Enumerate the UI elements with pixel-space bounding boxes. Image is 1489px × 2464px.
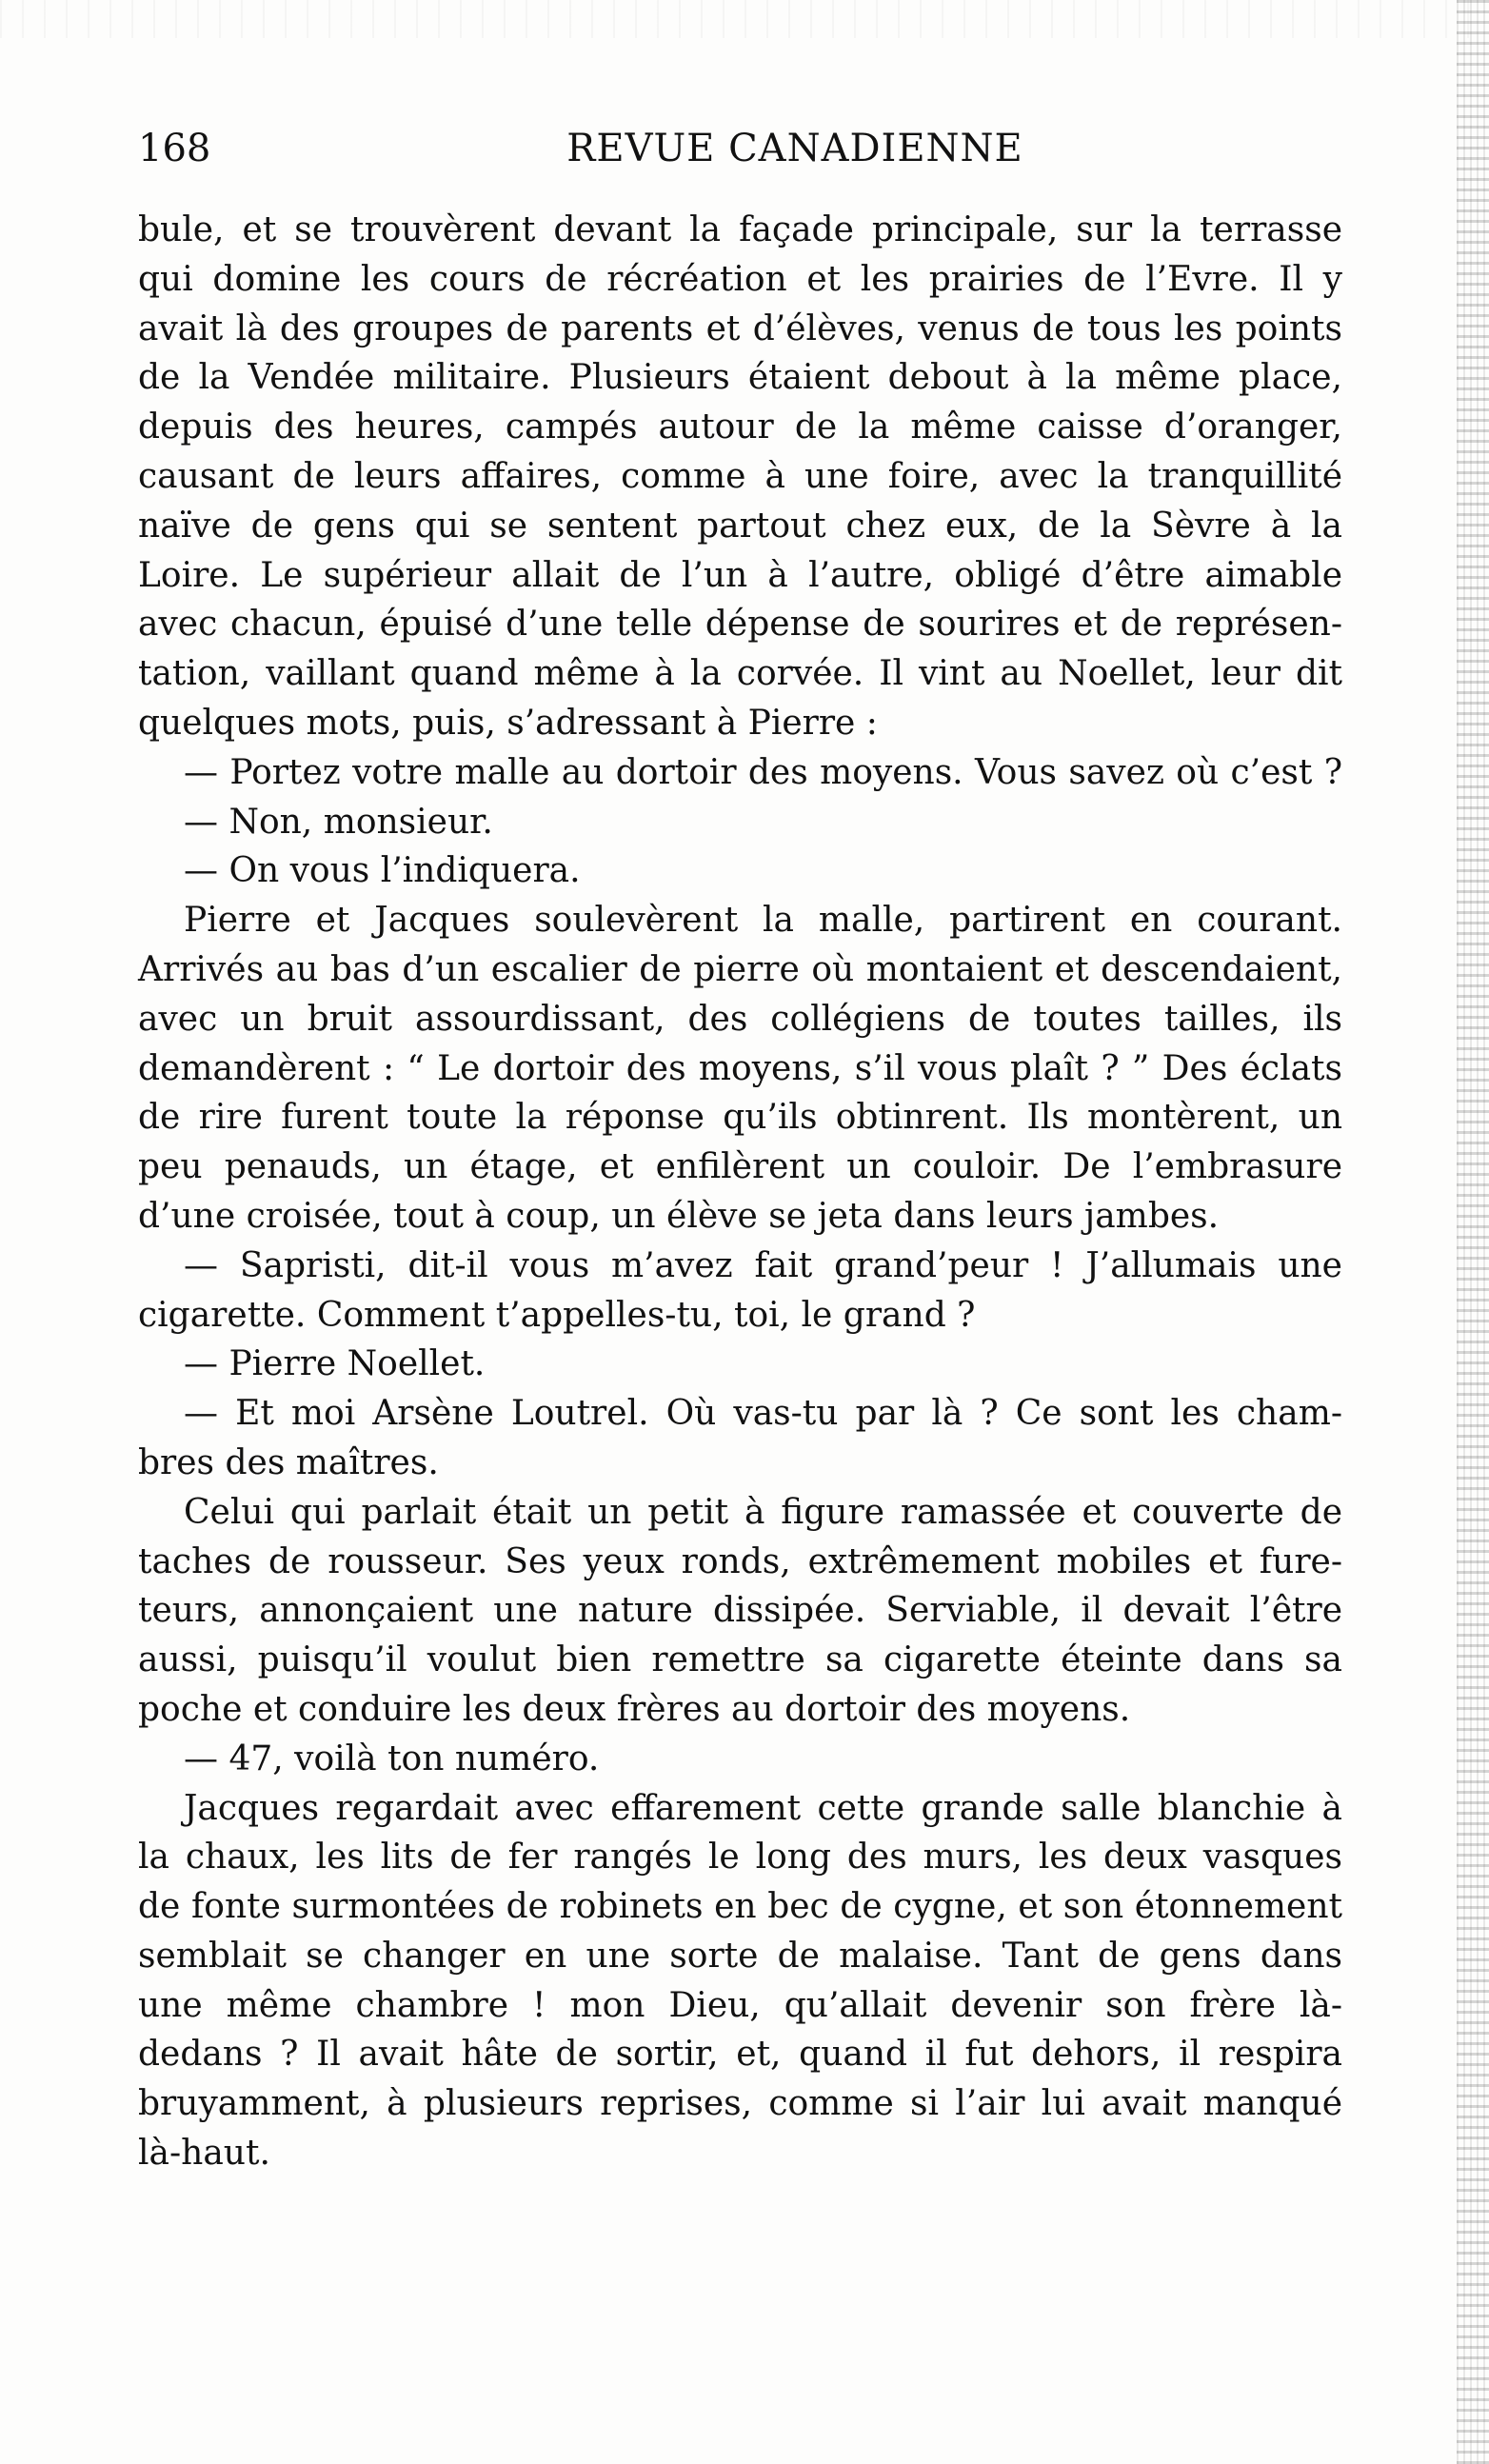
text-line: — Et moi Arsène Loutrel. Où vas-tu par là ? Ce sont les cham- [184,1394,1342,1434]
text-line: bruyamment, à plusieurs reprises, comme si l’air lui avait manqué [138,2084,1342,2124]
text-line: poche et conduire les deux frères au dortoir des moyens. [138,1689,1131,1729]
text-line: semblait se changer en une sorte de malaise. Tant de gens dans [138,1936,1342,1976]
text-line: naïve de gens qui se sentent partout chez eux, de la Sèvre à la [138,506,1342,546]
text-line: Arrivés au bas d’un escalier de pierre où montaient et descendaient, [138,949,1342,989]
text-line: qui domine les cours de récréation et les prairies de l’Evre. Il y [138,259,1342,299]
text-line: aussi, puisqu’il voulut bien remettre sa cigarette éteinte dans sa [138,1640,1342,1680]
text-line: — Sapristi, dit-il vous m’avez fait grand’peur ! J’allumais une [184,1245,1342,1285]
text-line: — 47, voilà ton numéro. [184,1739,600,1778]
text-line: avec un bruit assourdissant, des collégiens de toutes tailles, ils [138,999,1342,1039]
text-line: bule, et se trouvèrent devant la façade principale, sur la terrasse [138,210,1342,249]
running-header [138,122,1347,175]
text-line: de fonte surmontées de robinets en bec de cygne, et son étonnement [138,1887,1342,1927]
text-line: causant de leurs affaires, comme à une foire, avec la tranquillité [138,456,1342,496]
text-line: peu penauds, un étage, et enfilèrent un couloir. De l’embrasure [138,1147,1342,1187]
text-line: là-haut. [138,2134,270,2174]
page-number: 168 [138,127,211,170]
right-edge-scan-noise [1457,0,1489,2464]
text-line: avait là des groupes de parents et d’élèves, venus de tous les points [138,308,1342,348]
text-line: — Portez votre malle au dortoir des moyens. Vous savez où c’est ? [184,752,1342,792]
text-line: la chaux, les lits de fer rangés le long des murs, les deux vasques [138,1838,1342,1878]
text-line: depuis des heures, campés autour de la même caisse d’oranger, [138,407,1342,447]
top-scan-speckle [0,0,1489,38]
text-line: bres des maîtres. [138,1442,439,1482]
text-line: taches de rousseur. Ses yeux ronds, extrêmement mobiles et fure- [138,1541,1342,1581]
text-line: Celui qui parlait était un petit à figure ramassée et couverte de [184,1492,1342,1532]
text-line: teurs, annonçaient une nature dissipée. Serviable, il devait l’être [138,1591,1342,1631]
text-line: — Pierre Noellet. [184,1344,486,1384]
text-line: de la Vendée militaire. Plusieurs étaient debout à la même place, [138,358,1342,398]
text-line: — Non, monsieur. [184,802,493,842]
text-line: Pierre et Jacques soulevèrent la malle, partirent en courant. [184,901,1342,941]
text-line: d’une croisée, tout à coup, un élève se jeta dans leurs jambes. [138,1196,1220,1236]
text-line: quelques mots, puis, s’adressant à Pierre : [138,703,878,743]
text-line: cigarette. Comment t’appelles-tu, toi, le grand ? [138,1295,976,1335]
text-line: Jacques regardait avec effarement cette grande salle blanchie à [184,1788,1342,1828]
text-line: dedans ? Il avait hâte de sortir, et, quand il fut dehors, il respira [138,2035,1342,2075]
body-text [138,206,1342,2178]
running-title: REVUE CANADIENNE [566,127,1023,170]
text-line: avec chacun, épuisé d’une telle dépense de sourires et de représen- [138,605,1342,645]
text-line: une même chambre ! mon Dieu, qu’allait devenir son frère là- [138,1985,1342,2025]
text-line: de rire furent toute la réponse qu’ils obtinrent. Ils montèrent, un [138,1098,1342,1138]
text-line: Loire. Le supérieur allait de l’un à l’autre, obligé d’être aimable [138,555,1342,595]
text-line: tation, vaillant quand même à la corvée. Il vint au Noellet, leur dit [138,654,1342,694]
text-line: demandèrent : “ Le dortoir des moyens, s’il vous plaît ? ” Des éclats [138,1048,1342,1088]
text-line: — On vous l’indiquera. [184,851,581,891]
